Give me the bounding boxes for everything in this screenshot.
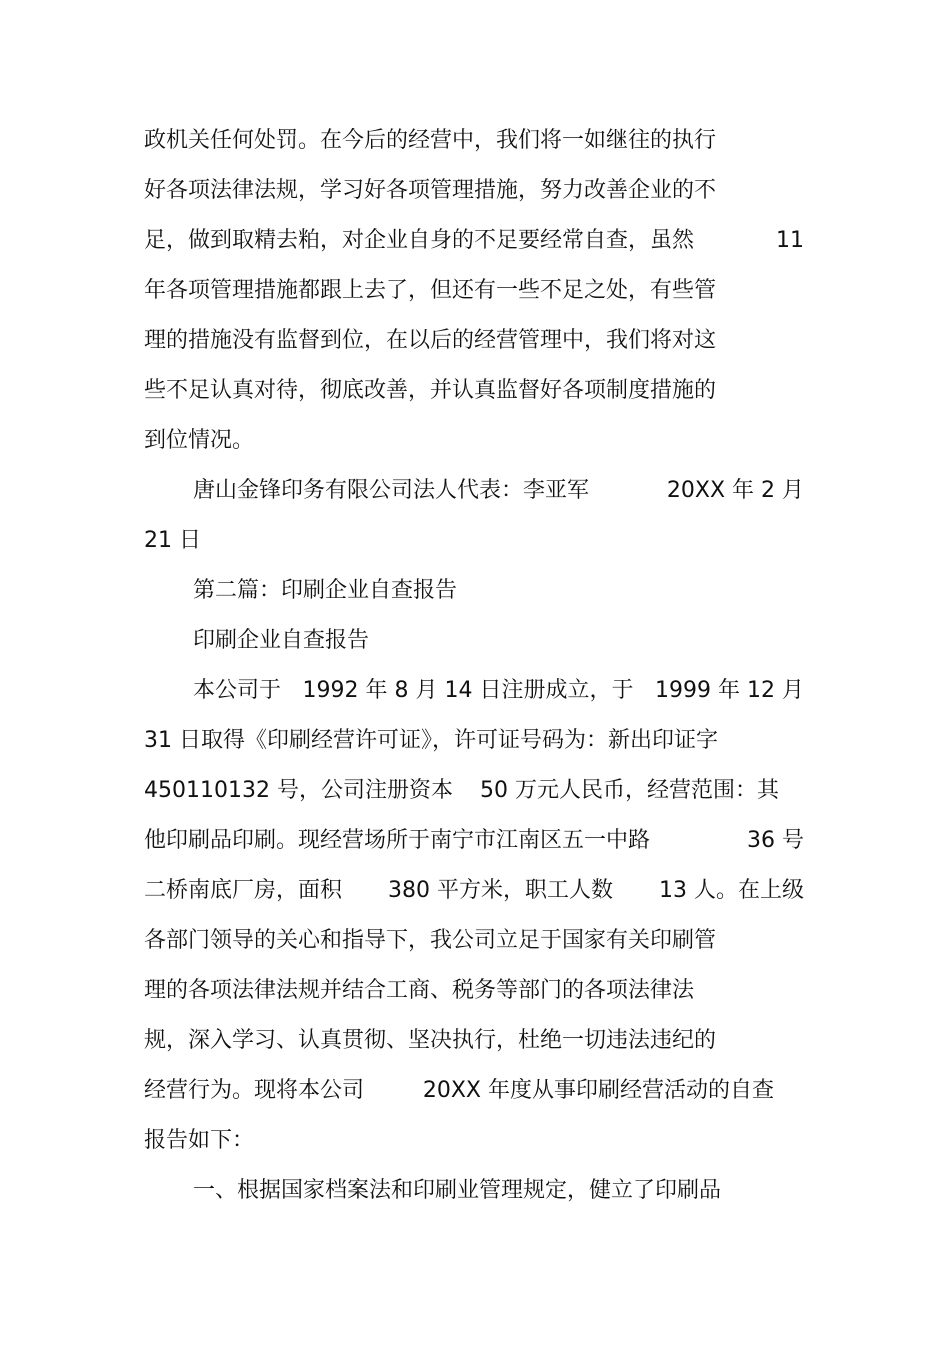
signature-line	[193, 473, 804, 509]
text-segment: 他印刷品印刷。现经营场所于南宁市江南区五一中路	[144, 828, 651, 853]
text-segment: 足，做到取精去粕，对企业自身的不足要经常自查，虽然	[144, 228, 695, 253]
text-segment: 13 人。在上级	[658, 878, 804, 903]
text-line	[144, 323, 804, 359]
text-segment: 二桥南底厂房，面积	[144, 878, 343, 903]
text-segment: 20XX 年度从事印刷经营活动的自查	[422, 1078, 774, 1103]
text-line	[144, 273, 804, 309]
text-segment: 些不足认真对待，彻底改善，并认真监督好各项制度措施的	[144, 378, 717, 403]
text-segment: 年各项管理措施都跟上去了，但还有一些不足之处，有些管	[144, 278, 717, 303]
section-heading	[193, 573, 804, 609]
text-segment: 到位情况。	[144, 428, 255, 453]
text-line	[144, 823, 804, 859]
text-segment: 1999 年 12 月	[655, 678, 804, 703]
text-segment: 规，深入学习、认真贯彻、坚决执行，杜绝一切违法违纪的	[144, 1028, 717, 1053]
text-segment: 经营行为。现将本公司	[144, 1078, 365, 1103]
text-segment: 好各项法律法规，学习好各项管理措施，努力改善企业的不	[144, 178, 717, 203]
text-line	[144, 873, 804, 909]
text-line	[193, 1173, 804, 1209]
text-line	[144, 1023, 804, 1059]
text-segment: 理的各项法律法规并结合工商、税务等部门的各项法律法	[144, 978, 695, 1003]
text-segment: 380 平方米，职工人数	[388, 878, 613, 903]
text-line	[144, 173, 804, 209]
text-segment: 报告如下：	[144, 1128, 255, 1153]
text-segment: 1992 年 8 月 14 日注册成立，于	[302, 678, 634, 703]
text-segment: 36 号	[747, 828, 804, 853]
text-line	[144, 973, 804, 1009]
text-line	[144, 1073, 774, 1109]
text-line	[144, 923, 804, 959]
text-segment: 理的措施没有监督到位，在以后的经营管理中，我们将对这	[144, 328, 717, 353]
section-heading-text: 第二篇：印刷企业自查报告	[193, 578, 458, 603]
text-line	[144, 1123, 804, 1159]
text-segment: 本公司于	[193, 678, 282, 703]
text-line	[144, 223, 804, 259]
text-line	[144, 723, 804, 759]
signature-date: 20XX 年 2 月	[666, 478, 804, 503]
text-line	[144, 773, 779, 809]
text-segment: 21 日	[144, 528, 201, 553]
text-line	[144, 123, 804, 159]
signature-name: 唐山金锋印务有限公司法人代表：李亚军	[193, 478, 590, 503]
text-line	[193, 673, 804, 709]
text-segment: 11	[776, 228, 804, 253]
text-segment: 政机关任何处罚。在今后的经营中，我们将一如继往的执行	[144, 128, 717, 153]
text-segment: 一、根据国家档案法和印刷业管理规定，健立了印刷品	[193, 1178, 722, 1203]
text-line	[144, 373, 804, 409]
text-segment: 450110132 号，公司注册资本	[144, 778, 453, 803]
text-segment: 31 日取得《印刷经营许可证》，许可证号码为：新出印证字	[144, 728, 718, 753]
text-line	[144, 423, 804, 459]
text-segment: 50 万元人民币，经营范围：其	[480, 778, 779, 803]
report-title-text: 印刷企业自查报告	[193, 628, 370, 653]
text-line	[144, 523, 804, 559]
text-segment: 各部门领导的关心和指导下，我公司立足于国家有关印刷管	[144, 928, 717, 953]
report-title	[193, 623, 804, 659]
